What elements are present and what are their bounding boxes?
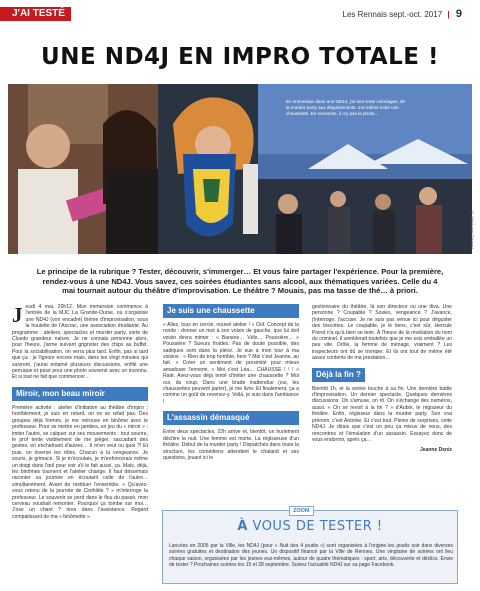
author-signature: Jeanne Deniz	[420, 447, 452, 454]
zoom-title-prefix: À	[237, 519, 248, 534]
zoom-label: ZOOM	[289, 506, 314, 516]
body-paragraph: « Allez, tous en cercle, nouvel atelier ! » Ouf. Concept de la ronde : donner un mot à son voisin de gauche, que lui doit voisin devra mimer : « Banane… Vélo… Poussière… » Poussière ? Sueurs froides. Pas de doute possible, des sadiques sont dans la pièce. Je sue à mon tour à ma voisine : « Rien de trop horrible, hein ? Moi c'est Jeanne, au fait. » Créer un sentiment de proximité pour mieux amadouer l'ennemi. « Moi c'est Léa… CHAUSSE ! ! ! » Raté. Avez-vous déjà tenté d'imiter une chaussette ? Moi oui, du coup. Dans une brade inattendue (oui, les chaussettes peuvent parler), je me livre. Et finalement, ça a comme un goût de revenez-y. Voilà, je suis dans l'ambiance !	[163, 322, 299, 405]
body-paragraph: gestionnaire du théâtre, là son directeur ou une diva. Une personne ? Coupable ? Sosies, vengeance ? J'avance, j'interroge, j'accuse. Je ne suis pas venue ici pour déguster des biscottes. Le coupable, je le tiens, c'est sûr, Hercule Poirot n'a qu'à bien se tenir. À l'heure de la révélation du nom du criminel, il semblerait toutefois que je me sois emballée un peu vite. Drôle, la femme de ménage, vraiment ? Les inspecteurs ont dû se tromper. Et ils ont tout de même été assez contents de ma prestation…	[312, 304, 452, 362]
header-info	[343, 8, 462, 20]
section-tag: J'AI TESTÉ	[0, 7, 71, 21]
zoom-title	[163, 519, 457, 534]
body-paragraph: Première activité : atelier d'initiation au théâtre d'impro ; horriblement, je suis en retard, on ne se refait pas. Des groupes déjà formés, je me retrouve en binôme avec le professeur. Pour se mettre en jambes, un jeu du « miroir » : imiter l'autre, se calquer sur ses mouvements : tout sourire, le prof tente visiblement de me piéger, saccadant des gestes, en enchaînant d'autres… Il m'en veut ou quoi ?! Et puis, on inverse les rôles. Chacun à la vengeance. Je souris, je grimace. Si je m'écoutais, je m'enfoncerais même un doigt dans l'œil pour voir s'il le fait aussi, ça. Mais, déjà, les binômes tournent et l'atelier change. Il faut désormais raconter sa journée en écoutant celle de l'autre… simultanément. Avant de restituer l'ensemble. « Qu'avez-vous retenu de la journée de Clothilde ? » m'interroge la professeur. Le souvenir se perd dans le flou du passé, mon cerveau voudrait remonter. Pourquoi ça tombe sur moi… J'ose un chant ? rires dans l'assistance. Regard compatissant de ma « binômette ».	[12, 404, 148, 520]
page-header	[0, 0, 480, 22]
article-headline: UNE ND4J EN IMPRO TOTALE !	[41, 44, 439, 70]
intro-paragraph	[12, 304, 148, 381]
zoom-box	[162, 510, 458, 584]
zoom-title-rest: VOUS DE TESTER !	[247, 519, 383, 534]
drop-cap: J	[12, 303, 23, 327]
article-lead: Le principe de la rubrique ? Tester, découvrir, s'immerger… Et vous faire partager l'expérience. Pour la première, rendez-vous à une ND4J. Vous savez, ces soirées étudiantes sans alcool, aux thématiques variées. Celle du 4 mai tournait autour du théâtre d'improvisation. Le théâtre ? Mouais, pas ma tasse de thé… à priori.	[36, 267, 444, 296]
header-separator: |	[447, 10, 450, 19]
intro-text: eudi 4 mai, 20h12. Mon immersion commence à l'entrée de la MJC La Grande-Ourse, où s'organise une ND4J (voir encadré) thème d'improvisation, sous la houlette de l'Ascrac, une association étudiante. Au programme : ateliers, spectacles et murder party, sorte de Cluedo grandeur nature. Je ne connais personne alors, pour l'heure, j'arme suivant grignoter des chips au buffet. Pour la sociabilisation, on verra plus tard. Enfin, pas si tard que ça : je l'ignore encore mais, dans les vingt minutes qui suivront, j'aurai entamé plusieurs discussions, enfilé une perruque et posé pour une photo souvenir avec un inconnu. Et si tout ne fait que commencer…	[12, 304, 148, 381]
photo-credit: © Stéphane Gaubert	[470, 210, 475, 249]
subhead-miroir: Miroir, mon beau miroir	[12, 387, 148, 401]
subhead-fin: Déjà la fin ?	[312, 368, 365, 382]
zoom-text: Lancées en 2005 par la Ville, les ND4J (pour « Nuit des 4 jeudis ») sont organisées à l'origine les jeudis soir dans diverses soirées gratuites et destination des jeunes. Un dispositif financé par la Ville de Rennes. Une vingtaine de soirées ont lieu chaque saison, organisées par les jeunes eux-mêmes, autour de quatre thématiques : sport, arts, découverte et déclics. Envie de tester ? Prochaines soirées les 15 et 28 septembre. Suivez l'actualité ND4J sur sa page Facebook.	[169, 543, 453, 569]
column-1	[12, 304, 148, 520]
subhead-assassin: L'assassin démasqué	[163, 411, 299, 425]
body-paragraph: Entre deux spectacles, 22h arrive et, bientôt, un hurlement déchire la nuit. Une femme est morte. La régisseuse d'un théâtre. Début de la murder party ! Dispatchés dans toute la structure, les comédiens attendent le chaland et ses questions, jouant ici le	[163, 429, 299, 461]
page-number: 9	[455, 8, 462, 20]
photo-caption: En immersion dans une ND4J, j'ai tout testé coloriages, de la murder party aux déguisements. J'ai même imité une chaussette. En revanche, il n'y pas la photo...	[286, 99, 406, 116]
column-2	[163, 304, 299, 461]
column-3	[312, 304, 452, 454]
magazine-issue: Les Rennais sept.-oct. 2017	[342, 10, 443, 19]
body-paragraph: Bientôt 1h, et la soirée touche à sa fin. Une dernière battle d'improvisation. Un dernier spectacle. Quelques dernières discussions. On s'amuse, on rit. On s'échange des numéros, aussi. « On se revoit à la fin ? » d'Aubin, le régisseur du théâtre. Enfin, régisseur dans la murder party. Son vrai prénom, c'est Antoine. Et c'est tout. Pleine de surprises, cette ND4J. Je dirais que c'est un peu ça mieux de nous, des rencontres et l'émulation d'un assassin. Essayez donc de vous endormir, après ça…	[312, 385, 452, 443]
subhead-chaussette: Je suis une chaussette	[163, 304, 299, 318]
